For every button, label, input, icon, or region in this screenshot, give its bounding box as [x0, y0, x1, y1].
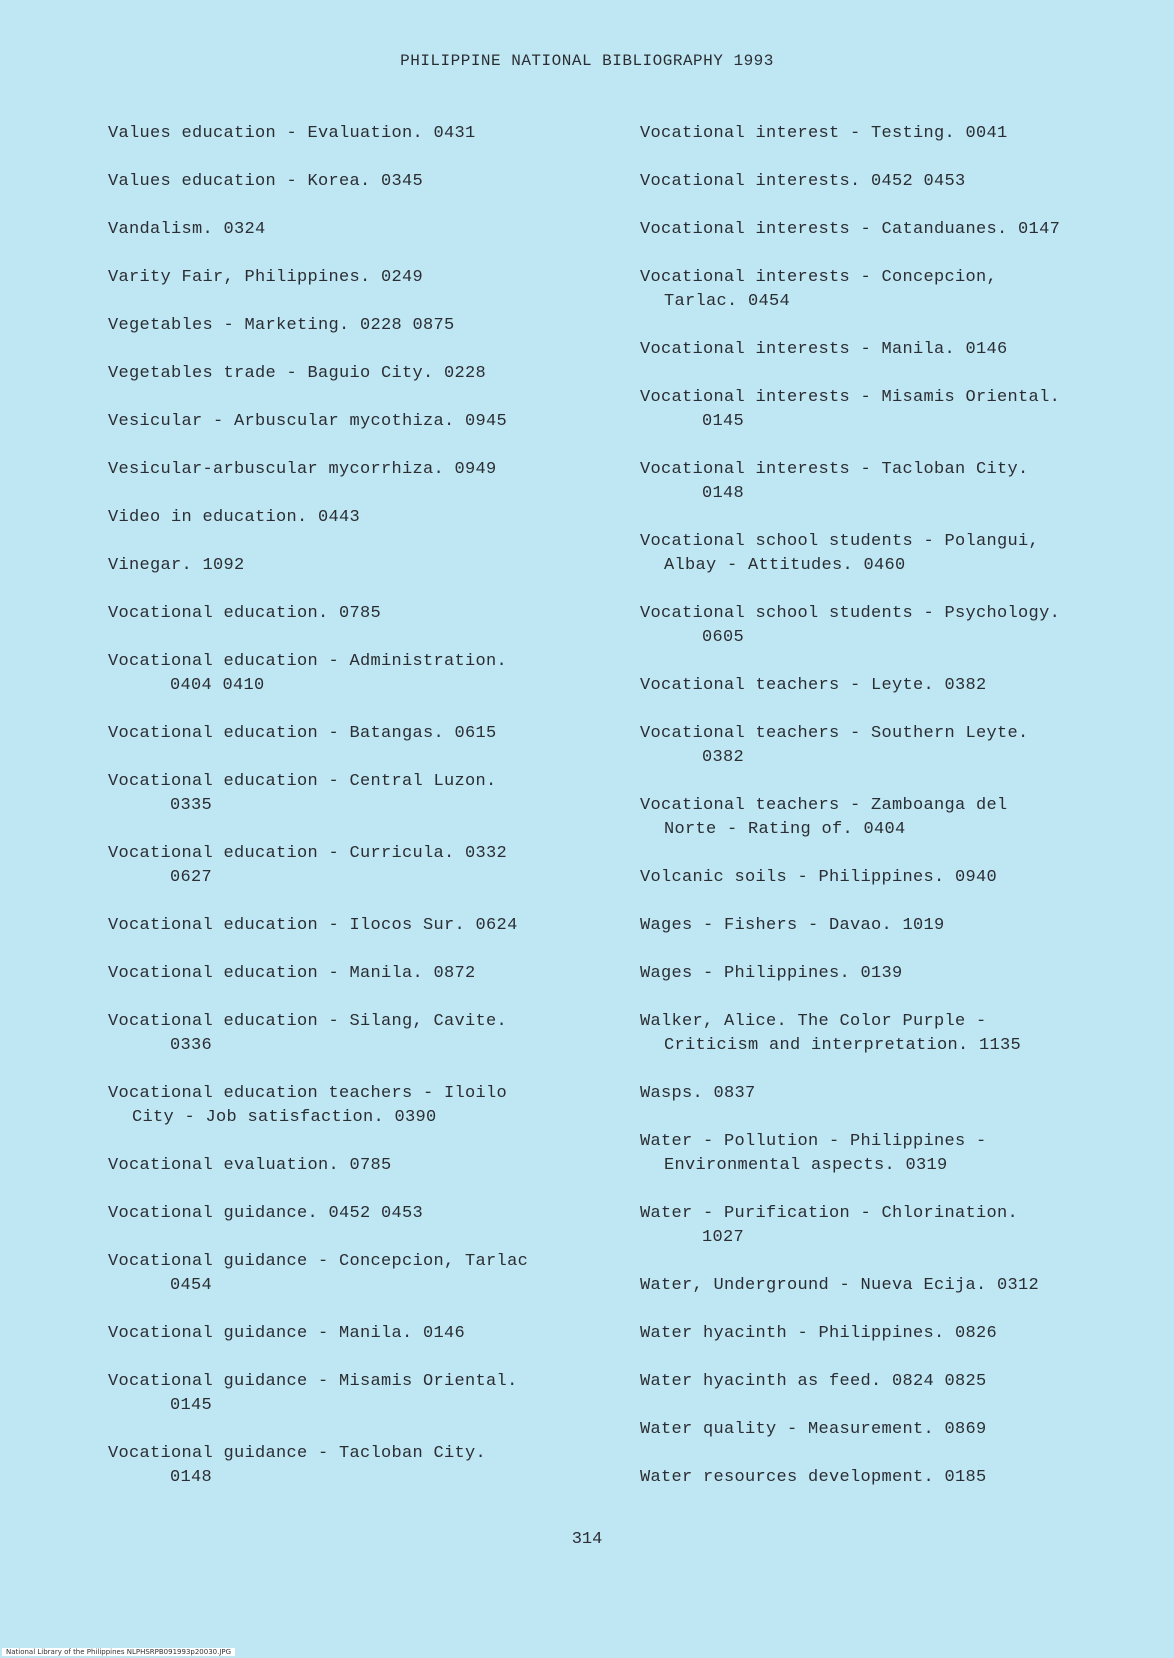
entry-heading: Vocational teachers - Leyte. 0382	[640, 676, 987, 695]
index-entry	[640, 338, 1160, 362]
entry-heading: Vocational education - Silang, Cavite.	[108, 1012, 508, 1031]
entry-heading: Vocational education - Central Luzon.	[108, 772, 497, 791]
index-entry	[640, 866, 1160, 890]
scan-footer: National Library of the Philippines NLPHSRPB091993p20030.JPG	[2, 1648, 235, 1656]
entry-heading: Water - Pollution - Philippines -	[640, 1132, 987, 1151]
entry-heading: Vocational interests - Misamis Oriental.	[640, 388, 1061, 407]
entry-heading: Vocational education. 0785	[108, 604, 382, 623]
index-entry	[108, 1370, 628, 1418]
entry-continuation: Criticism and interpretation. 1135	[664, 1036, 1022, 1055]
entry-continuation: Albay - Attitudes. 0460	[664, 556, 906, 575]
index-entry	[108, 1010, 628, 1058]
index-entry	[640, 962, 1160, 986]
index-entry	[108, 218, 628, 242]
entry-heading: Water, Underground - Nueva Ecija. 0312	[640, 1276, 1040, 1295]
entry-heading: Wages - Fishers - Davao. 1019	[640, 916, 945, 935]
entry-heading: Vocational teachers - Zamboanga del	[640, 796, 1008, 815]
entry-heading: Vocational guidance - Manila. 0146	[108, 1324, 466, 1343]
index-entry	[108, 842, 628, 890]
entry-heading: Water quality - Measurement. 0869	[640, 1420, 987, 1439]
entry-continuation: Environmental aspects. 0319	[664, 1156, 948, 1175]
entry-heading: Values education - Korea. 0345	[108, 172, 424, 191]
entry-heading: Vocational interest - Testing. 0041	[640, 124, 1008, 143]
index-entry	[640, 122, 1160, 146]
entry-continuation: Norte - Rating of. 0404	[664, 820, 906, 839]
entry-continuation: 0454	[170, 1276, 213, 1295]
index-entry	[640, 218, 1160, 242]
index-entry	[108, 410, 628, 434]
entry-heading: Wages - Philippines. 0139	[640, 964, 903, 983]
entry-heading: Vinegar. 1092	[108, 556, 245, 575]
entry-heading: Vocational education - Ilocos Sur. 0624	[108, 916, 518, 935]
index-entry	[640, 1082, 1160, 1106]
entry-heading: Water hyacinth - Philippines. 0826	[640, 1324, 998, 1343]
entry-heading: Volcanic soils - Philippines. 0940	[640, 868, 998, 887]
index-entry	[640, 1370, 1160, 1394]
index-entry	[640, 1130, 1160, 1178]
entry-heading: Vocational guidance - Tacloban City.	[108, 1444, 487, 1463]
entry-heading: Varity Fair, Philippines. 0249	[108, 268, 424, 287]
index-entry	[640, 602, 1160, 650]
entry-heading: Vocational education - Manila. 0872	[108, 964, 476, 983]
entry-heading: Vocational guidance. 0452 0453	[108, 1204, 424, 1223]
index-entry	[640, 170, 1160, 194]
entry-heading: Vocational interests - Tacloban City.	[640, 460, 1029, 479]
entry-heading: Wasps. 0837	[640, 1084, 756, 1103]
index-entry	[108, 722, 628, 746]
entry-heading: Vocational guidance - Misamis Oriental.	[108, 1372, 518, 1391]
index-entry	[640, 794, 1160, 842]
entry-heading: Video in education. 0443	[108, 508, 361, 527]
entry-heading: Values education - Evaluation. 0431	[108, 124, 476, 143]
index-entry	[108, 1202, 628, 1226]
entry-heading: Vocational education - Administration.	[108, 652, 508, 671]
index-entry	[108, 914, 628, 938]
entry-continuation: 0605	[702, 628, 745, 647]
entry-heading: Vesicular-arbuscular mycorrhiza. 0949	[108, 460, 497, 479]
entry-heading: Vegetables - Marketing. 0228 0875	[108, 316, 455, 335]
page-number: 314	[571, 1530, 603, 1549]
index-entry	[108, 1322, 628, 1346]
entry-heading: Water hyacinth as feed. 0824 0825	[640, 1372, 987, 1391]
entry-heading: Vocational evaluation. 0785	[108, 1156, 392, 1175]
index-entry	[108, 1082, 628, 1130]
index-entry	[640, 1418, 1160, 1442]
entry-continuation: 0145	[170, 1396, 213, 1415]
index-entry	[640, 914, 1160, 938]
entry-continuation: 0148	[702, 484, 745, 503]
page-header: PHILIPPINE NATIONAL BIBLIOGRAPHY 1993	[400, 52, 774, 70]
index-entry	[108, 266, 628, 290]
entry-continuation: 0627	[170, 868, 213, 887]
index-entry	[640, 674, 1160, 698]
entry-continuation: 0145	[702, 412, 745, 431]
entry-continuation: 0335	[170, 796, 213, 815]
entry-heading: Vocational school students - Polangui,	[640, 532, 1040, 551]
entry-heading: Vocational interests. 0452 0453	[640, 172, 966, 191]
index-entry	[108, 1442, 628, 1490]
index-entry	[108, 554, 628, 578]
index-entry	[108, 362, 628, 386]
index-entry	[640, 722, 1160, 770]
entry-heading: Vocational interests - Concepcion,	[640, 268, 998, 287]
index-entry	[640, 458, 1160, 506]
index-entry	[108, 1250, 628, 1298]
entry-continuation: Tarlac. 0454	[664, 292, 791, 311]
index-entry	[108, 314, 628, 338]
index-entry	[108, 1154, 628, 1178]
entry-heading: Water - Purification - Chlorination.	[640, 1204, 1019, 1223]
entry-heading: Vocational interests - Manila. 0146	[640, 340, 1008, 359]
index-entry	[108, 122, 628, 146]
index-entry	[108, 650, 628, 698]
entry-heading: Vocational guidance - Concepcion, Tarlac	[108, 1252, 529, 1271]
index-entry	[108, 770, 628, 818]
entry-heading: Vandalism. 0324	[108, 220, 266, 239]
index-entry	[640, 1322, 1160, 1346]
index-entry	[640, 1466, 1160, 1490]
right-column	[640, 122, 1160, 1514]
index-entry	[640, 1010, 1160, 1058]
entry-continuation: 0336	[170, 1036, 213, 1055]
entry-continuation: 0382	[702, 748, 745, 767]
index-entry	[108, 962, 628, 986]
index-entry	[108, 506, 628, 530]
index-entry	[640, 1274, 1160, 1298]
index-entry	[108, 458, 628, 482]
index-entry	[108, 602, 628, 626]
entry-heading: Walker, Alice. The Color Purple -	[640, 1012, 987, 1031]
entry-continuation: 0404 0410	[170, 676, 265, 695]
entry-heading: Vocational education - Curricula. 0332	[108, 844, 508, 863]
index-entry	[108, 170, 628, 194]
entry-heading: Vocational school students - Psychology.	[640, 604, 1061, 623]
index-entry	[640, 386, 1160, 434]
entry-heading: Vocational interests - Catanduanes. 0147	[640, 220, 1061, 239]
entry-continuation: 1027	[702, 1228, 745, 1247]
index-entry	[640, 1202, 1160, 1250]
index-entry	[640, 266, 1160, 314]
left-column	[108, 122, 628, 1514]
entry-heading: Vocational education teachers - Iloilo	[108, 1084, 508, 1103]
entry-heading: Vocational education - Batangas. 0615	[108, 724, 497, 743]
entry-heading: Vesicular - Arbuscular mycothiza. 0945	[108, 412, 508, 431]
entry-heading: Vegetables trade - Baguio City. 0228	[108, 364, 487, 383]
entry-heading: Water resources development. 0185	[640, 1468, 987, 1487]
entry-continuation: 0148	[170, 1468, 213, 1487]
index-entry	[640, 530, 1160, 578]
entry-continuation: City - Job satisfaction. 0390	[132, 1108, 437, 1127]
entry-heading: Vocational teachers - Southern Leyte.	[640, 724, 1029, 743]
